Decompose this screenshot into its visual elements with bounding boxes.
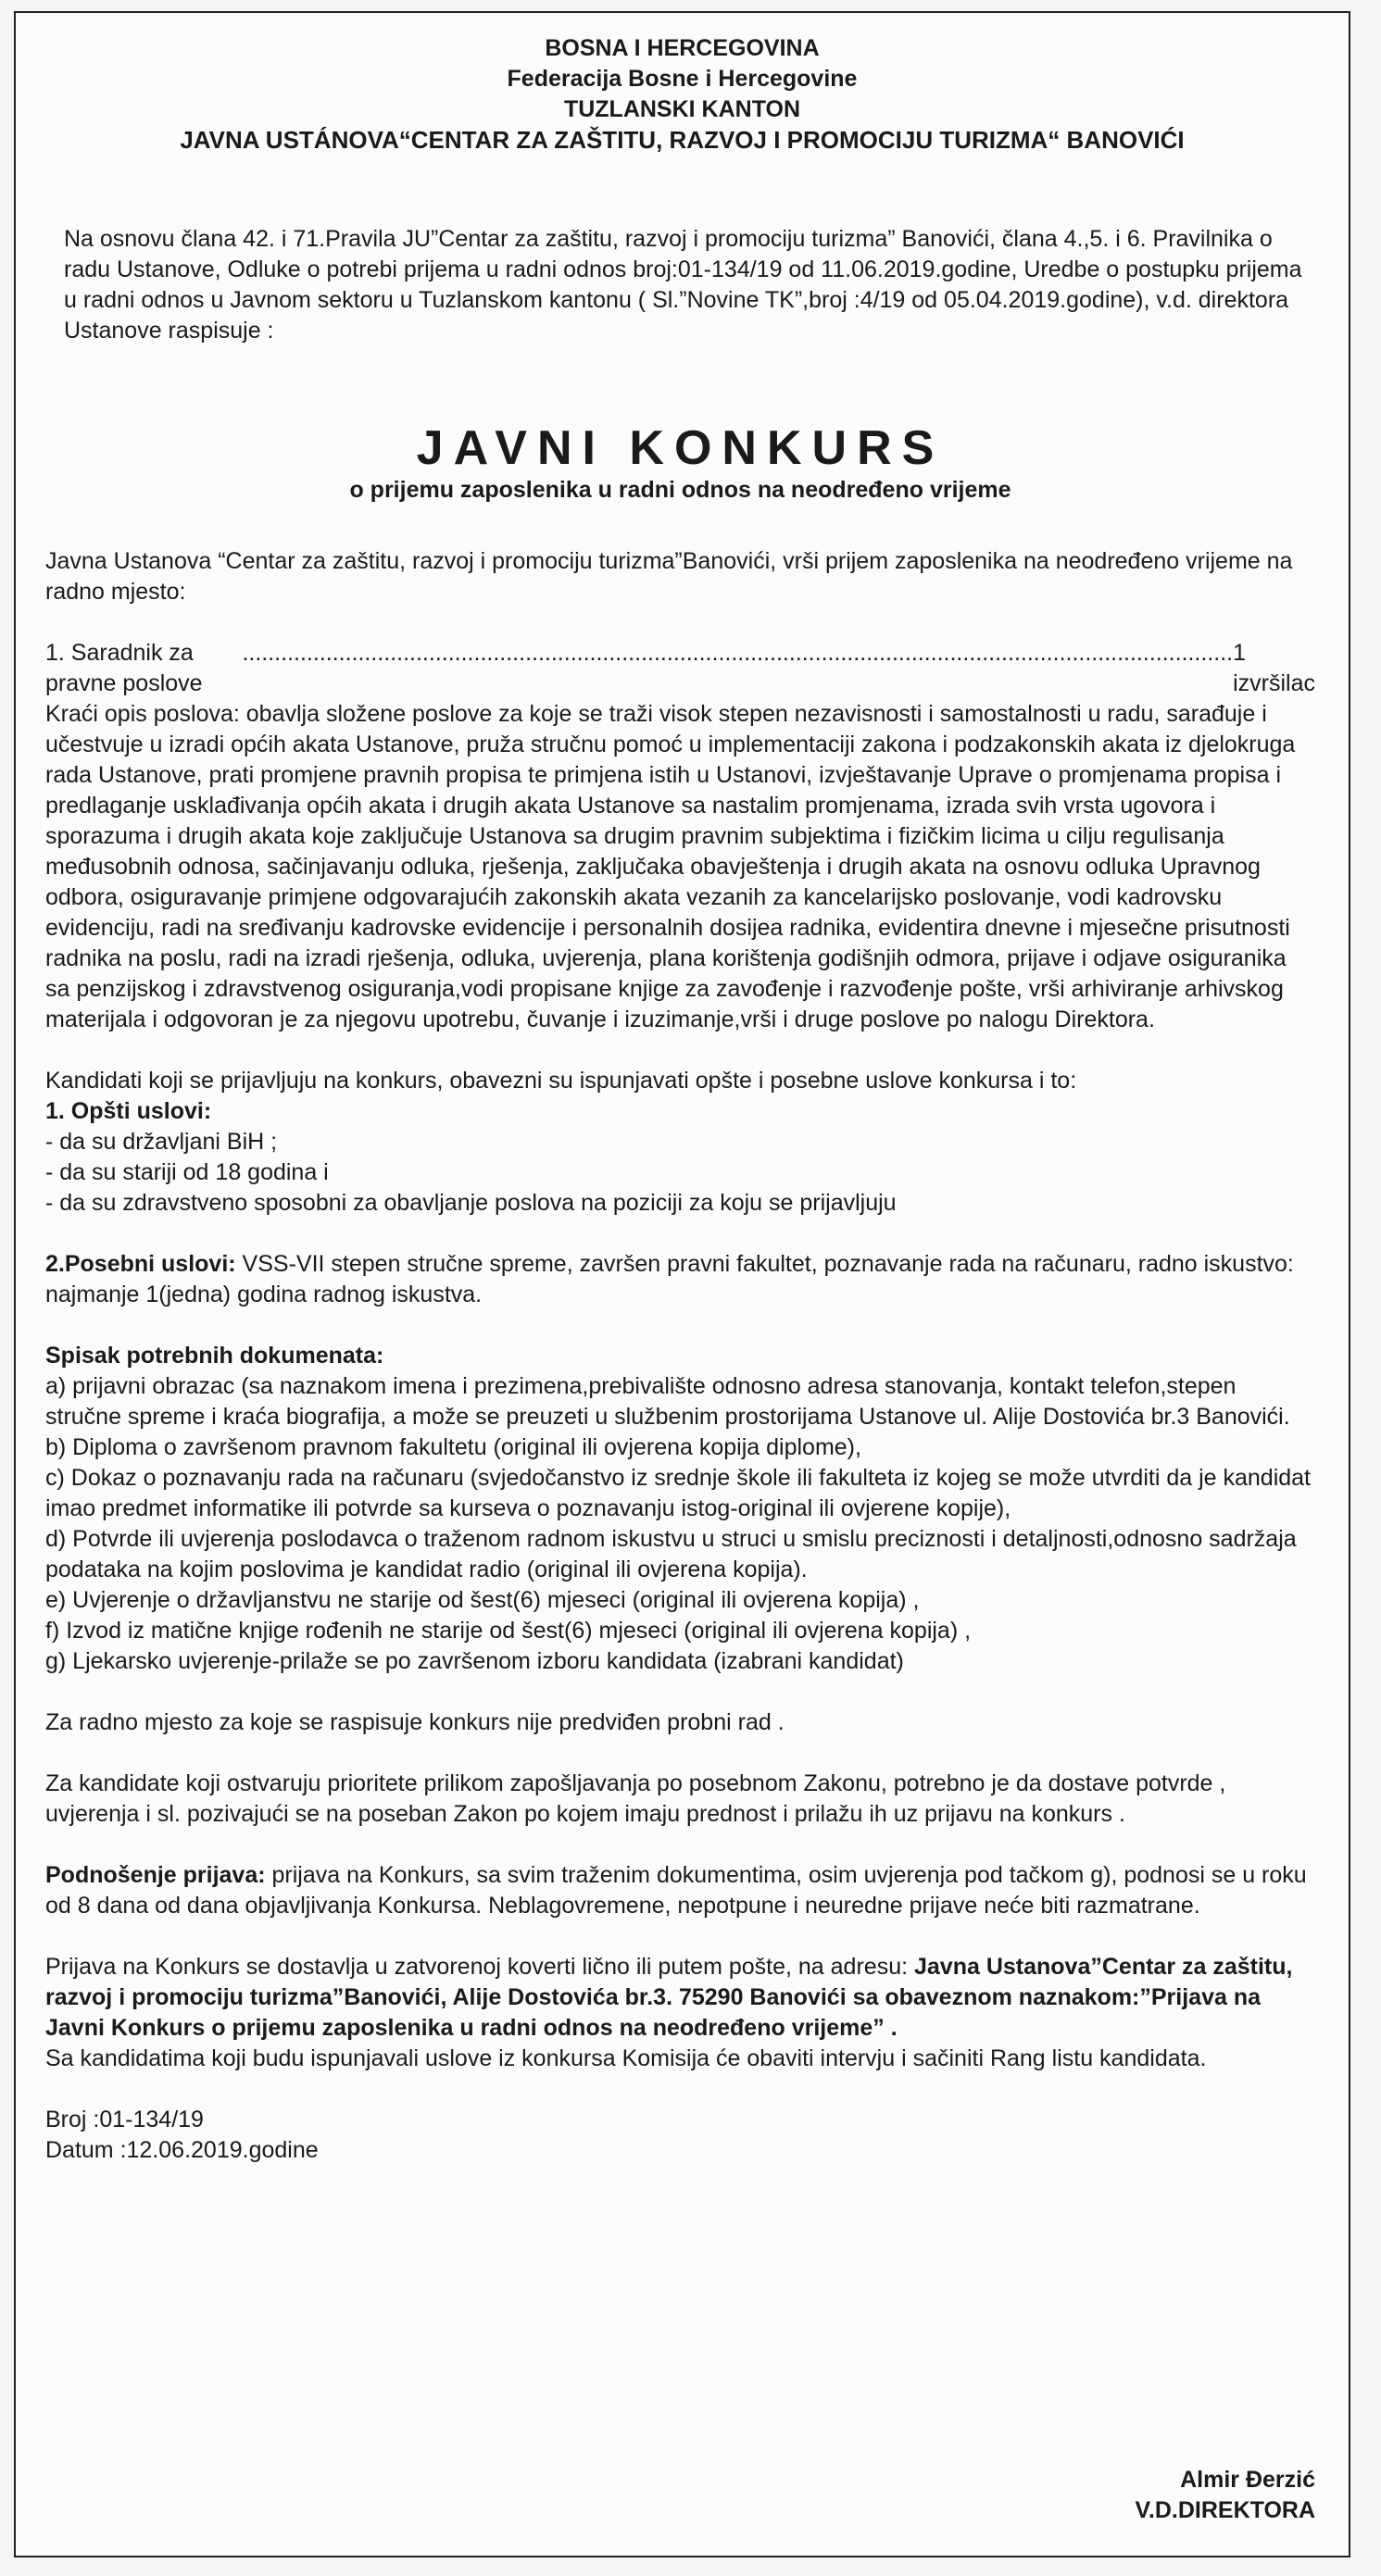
list-item: g) Ljekarsko uvjerenje-prilaže se po završenom izboru kandidata (izabrani kandidat) (45, 1648, 904, 1674)
header-country: BOSNA I HERCEGOVINA (545, 35, 820, 61)
signer-name: Almir Đerzić (1180, 2467, 1315, 2493)
position-name: 1. Saradnik za pravne poslove (45, 640, 203, 696)
document-date: Datum :12.06.2019.godine (45, 2137, 319, 2163)
conditions-intro: Kandidati koji se prijavljuju na konkurs, obavezni su ispunjavati opšte i posebne uslove konkursa i to: (45, 1068, 1077, 1094)
position-block (45, 638, 1315, 1035)
signer-title: V.D.DIREKTORA (1135, 2497, 1315, 2523)
special-conditions-text: VSS-VII stepen stručne spreme, završen pravni fakultet, poznavanje rada na računaru, radno iskustvo: najmanje 1(jedna) godina radnog iskustva. (45, 1251, 1294, 1307)
delivery-address: Javna Ustanova”Centar za zaštitu, razvoj i promociju turizma”Banovići, Alije Dostovića br.3. 75290 Banovići sa obaveznom naznakom:”Prijava na Javni Konkurs o prijemu zaposlenika u radni odnos na neodređeno vrijeme” . (45, 1954, 1293, 2041)
list-item: d) Potvrde ili uvjerenja poslodavca o traženom radnom iskustvu u struci u smislu preciznosti i detaljnosti,odnosno sadržaja podataka na kojim poslovima je kandidat radio (original ili ovjerena kopija). (45, 1526, 1297, 1582)
document-number: Broj :01-134/19 (45, 2107, 204, 2132)
list-item: - da su zdravstveno sposobni za obavljanje poslova na poziciji za koju se prijavljuju (45, 1190, 897, 1216)
delivery-paragraph (45, 1952, 1315, 2044)
position-dots: .......................................................................................................................................................... (242, 640, 1234, 666)
delivery-text: Prijava na Konkurs se dostavlja u zatvorenoj koverti lično ili putem pošte, na adresu: (45, 1954, 914, 1980)
page-title: JAVNI KONKURS (416, 421, 945, 475)
interview-paragraph: Sa kandidatima koji budu ispunjavali uslove iz konkursa Komisija će obaviti intervju i sačiniti Rang listu kandidata. (45, 2045, 1207, 2071)
submission-label: Podnošenje prijava: (45, 1862, 266, 1888)
position-row (45, 638, 1315, 699)
documents-list (45, 1371, 1315, 1677)
intro-paragraph: Na osnovu člana 42. i 71.Pravila JU”Centar za zaštitu, razvoj i promociju turizma” Banovići, člana 4.,5. i 6. Pravilnika o radu Ustanove, Odluke o potrebi prijema u radni odnos broj:01-134/19 od 11.06.2019.godine, Uredbe o postupku prijema u radni odnos u Javnom sektoru u Tuzlanskom kantonu ( Sl.”Novine TK”,broj :4/19 od 05.04.2019.godine), v.d. direktora Ustanove raspisuje : (64, 226, 1302, 344)
submission-paragraph (45, 1860, 1315, 1921)
submission-text: prijava na Konkurs, sa svim traženim dokumentima, osim uvjerenja pod tačkom g), podnosi se u roku od 8 dana od dana objavljivanja Konkursa. Neblagovremene, nepotpune i neuredne prijave neće biti razmatrane. (45, 1862, 1307, 1919)
list-item: b) Diploma o završenom pravnom fakultetu (original ili ovjerena kopija diplome), (45, 1434, 861, 1460)
list-item: a) prijavni obrazac (sa naznakom imena i prezimena,prebivalište odnosno adresa stanovanja, kontakt telefon,stepen stručne spreme i kraća biografija, a može se preuzeti u službenim prostorijama Ustanove ul. Alije Dostovića br.3 Banovići. (45, 1373, 1290, 1430)
document-header (16, 33, 1349, 156)
page-subtitle: o prijemu zaposlenika u radni odnos na neodređeno vrijeme (349, 477, 1011, 503)
list-item: - da su državljani BiH ; (45, 1129, 278, 1155)
position-count: 1 izvršilac (1233, 640, 1316, 696)
priority-paragraph: Za kandidate koji ostvaruju prioritete prilikom zapošljavanja po posebnom Zakonu, potrebno je da dostave potvrde , uvjerenja i sl. pozivajući se na poseban Zakon po kojem imaju prednost i prilažu ih uz prijavu na konkurs . (45, 1770, 1226, 1827)
notice-frame (14, 11, 1350, 2557)
documents-heading: Spisak potrebnih dokumenata: (45, 1343, 384, 1369)
list-item: f) Izvod iz matične knjige rođenih ne starije od šest(6) mjeseci (original ili ovjerena kopija) , (45, 1618, 972, 1644)
header-federation: Federacija Bosne i Hercegovine (507, 66, 858, 92)
special-conditions (45, 1249, 1315, 1310)
header-institution: JAVNA USTÁNOVA“CENTAR ZA ZAŠTITU, RAZVOJ I PROMOCIJU TURIZMA“ BANOVIĆI (180, 126, 1185, 154)
list-item: - da su stariji od 18 godina i (45, 1159, 329, 1185)
document-body (45, 224, 1315, 2166)
special-conditions-heading: 2.Posebni uslovi: (45, 1251, 236, 1277)
lead-paragraph: Javna Ustanova “Centar za zaštitu, razvoj i promociju turizma”Banovići, vrši prijem zaposlenika na neodređeno vrijeme na radno mjesto: (45, 548, 1293, 605)
probation-paragraph: Za radno mjesto za koje se raspisuje konkurs nije predviđen probni rad . (45, 1709, 785, 1735)
list-item: c) Dokaz o poznavanju rada na računaru (svjedočanstvo iz srednje škole ili fakulteta iz kojeg se može utvrditi da je kandidat imao predmet informatike ili potvrde sa kurseva o poznavanju istog-original ili ovjerene kopije), (45, 1465, 1312, 1521)
general-conditions-list (45, 1127, 1315, 1219)
list-item: e) Uvjerenje o državljanstvu ne starije od šest(6) mjeseci (original ili ovjerena kopija) , (45, 1587, 920, 1613)
position-description: Kraći opis poslova: obavlja složene poslove za koje se traži visok stepen nezavisnosti i samostalnosti u radu, sarađuje i učestvuje u izradi općih akata Ustanove, pruža stručnu pomoć u implementaciji zakona i podzakonskih akata iz djelokruga rada Ustanove, prati promjene pravnih propisa te primjena istih u Ustanovi, izvještavanje Uprave o promjenama propisa i predlaganje usklađivanja općih akata i drugih akata Ustanove sa nastalim promjenama, izrada svih vrsta ugovora i sporazuma i drugih akata koje zaključuje Ustanova sa drugim pravnim subjektima i fizičkim licima u cilju regulisanja međusobnih odnosa, sačinjavanju odluka, rješenja, zaključaka obavještenja i drugih akata na osnovu odluka Upravnog odbora, osiguravanje primjene odgovarajućih zakonskih akata vezanih za kancelarijsko poslovanje, vodi kadrovsku evidenciju, radi na sređivanju kadrovske evidencije i personalnih dosijea radnika, evidentira dnevne i mjesečne prisutnosti radnika na poslu, radi na izradi rješenja, odluka, uvjerenja, plana korištenja godišnjih odmora, prijave i odjave osiguranika sa penzijskog i zdravstvenog osiguranja,vodi propisane knjige za zavođenje i razvođenje pošte, vrši arhiviranje arhivskog materijala i odgovoran je za njegovu upotrebu, čuvanje i izuzimanje,vrši i druge poslove po nalogu Direktora. (45, 701, 1296, 1032)
signature-block (1136, 2465, 1315, 2526)
header-canton: TUZLANSKI KANTON (563, 96, 801, 122)
general-conditions-heading: 1. Opšti uslovi: (45, 1098, 212, 1124)
